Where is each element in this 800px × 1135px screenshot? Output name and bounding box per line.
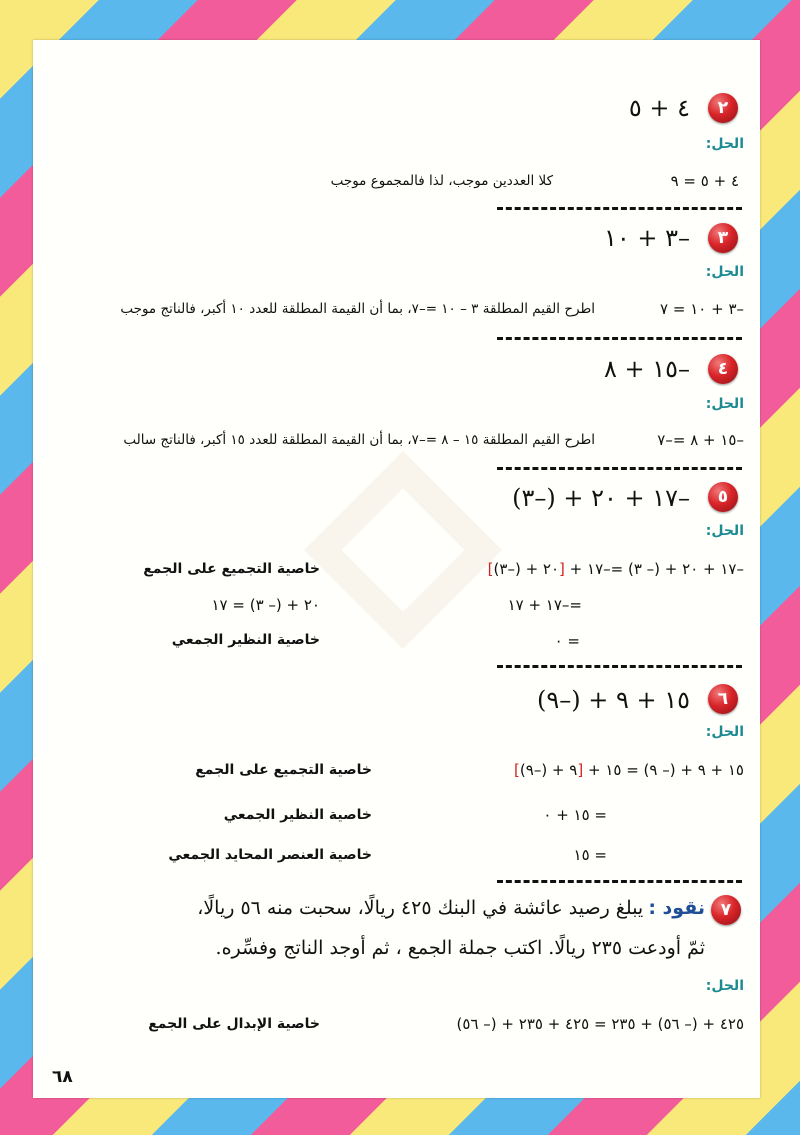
bracket-open: [ [577,761,584,779]
solution-label-5: الحل: [705,523,744,539]
problem-7-text: يبلغ رصيد عائشة في البنك ٤٢٥ ريالًا، سحبت منه ٥٦ ريالًا، [197,897,644,919]
problem-3-badge: ٣ [708,223,738,253]
expr-part: ٩ + (–٩) [519,761,578,779]
problem-6-expression: ١٥ + ٩ + (–٩) [536,686,690,714]
problem-4-badge: ٤ [708,354,738,384]
separator [497,207,742,210]
problem-5-step-1 [488,560,744,578]
problem-5-expression: –١٧ + ٢٠ + (–٣) [512,484,690,512]
additive-identity-label: خاصية العنصر المحايد الجمعي [168,847,372,863]
bracket-close: ] [514,761,520,779]
problem-3-equation: –٣ + ١٠ = ٧ [660,300,744,318]
separator [497,337,742,340]
problem-4-note: اطرح القيم المطلقة ١٥ – ٨ =–٧، بما أن القيمة المطلقة للعدد ١٥ أكبر، فالناتج سالب [123,432,595,448]
problem-2-badge: ٢ [708,93,738,123]
watermark-logo [293,440,513,660]
problem-2-equation: ٤ + ٥ = ٩ [670,172,739,190]
problem-7-equation: ٤٢٥ + (– ٥٦) + ٢٣٥ = ٤٢٥ + ٢٣٥ + (– ٥٦) [456,1015,744,1033]
problem-6-step-1 [514,761,744,779]
solution-label-6: الحل: [705,724,744,740]
problem-5-step-2: =–١٧ + ١٧ [507,596,582,614]
solution-label-7: الحل: [705,978,744,994]
problem-2-note: كلا العددين موجب، لذا فالمجموع موجب [330,173,553,189]
bracket-open: [ [559,560,565,578]
separator [497,467,742,470]
solution-label-3: الحل: [705,264,744,280]
solution-label-2: الحل: [705,136,744,152]
problem-7-badge: ٧ [711,895,741,925]
problem-4-equation: –١٥ + ٨ =–٧ [657,431,744,449]
problem-7-topic: نقود : [648,897,705,919]
problem-7-line-2: ثمّ أودعت ٢٣٥ ريالًا. اكتب جملة الجمع ، ثم أوجد الناتج وفسِّره. [215,937,705,959]
separator [497,880,742,883]
expr-part: ٢٠ + (–٣) [493,560,560,578]
expr-part: ١٥ + ٩ + (– ٩) = ١٥ + [583,761,744,779]
problem-6-step-2: = ١٥ + ٠ [543,806,607,824]
problem-5-step-3: = ٠ [554,632,580,650]
associative-property-label: خاصية التجميع على الجمع [195,762,372,778]
problem-5-side-calc: ٢٠ + (– ٣) = ١٧ [211,596,320,614]
solution-label-4: الحل: [705,396,744,412]
problem-6-badge: ٦ [708,684,738,714]
associative-property-label: خاصية التجميع على الجمع [143,561,320,577]
commutative-property-label: خاصية الإبدال على الجمع [148,1016,320,1032]
problem-4-expression: –١٥ + ٨ [603,355,690,383]
problem-5-badge: ٥ [708,482,738,512]
separator [497,665,742,668]
problem-3-expression: –٣ + ١٠ [603,224,690,252]
additive-inverse-label: خاصية النظير الجمعي [223,807,372,823]
problem-6-step-3: = ١٥ [573,846,607,864]
expr-part: –١٧ + ٢٠ + (– ٣) =–١٧ + [564,560,744,578]
problem-7-line-1 [197,897,705,919]
problem-2-expression: ٤ + ٥ [628,94,690,122]
bracket-close: ] [487,560,494,578]
page-number: ٦٨ [52,1067,73,1087]
additive-inverse-label: خاصية النظير الجمعي [171,632,320,648]
problem-3-note: اطرح القيم المطلقة ٣ – ١٠ =–٧، بما أن القيمة المطلقة للعدد ١٠ أكبر، فالناتج موجب [120,301,595,317]
